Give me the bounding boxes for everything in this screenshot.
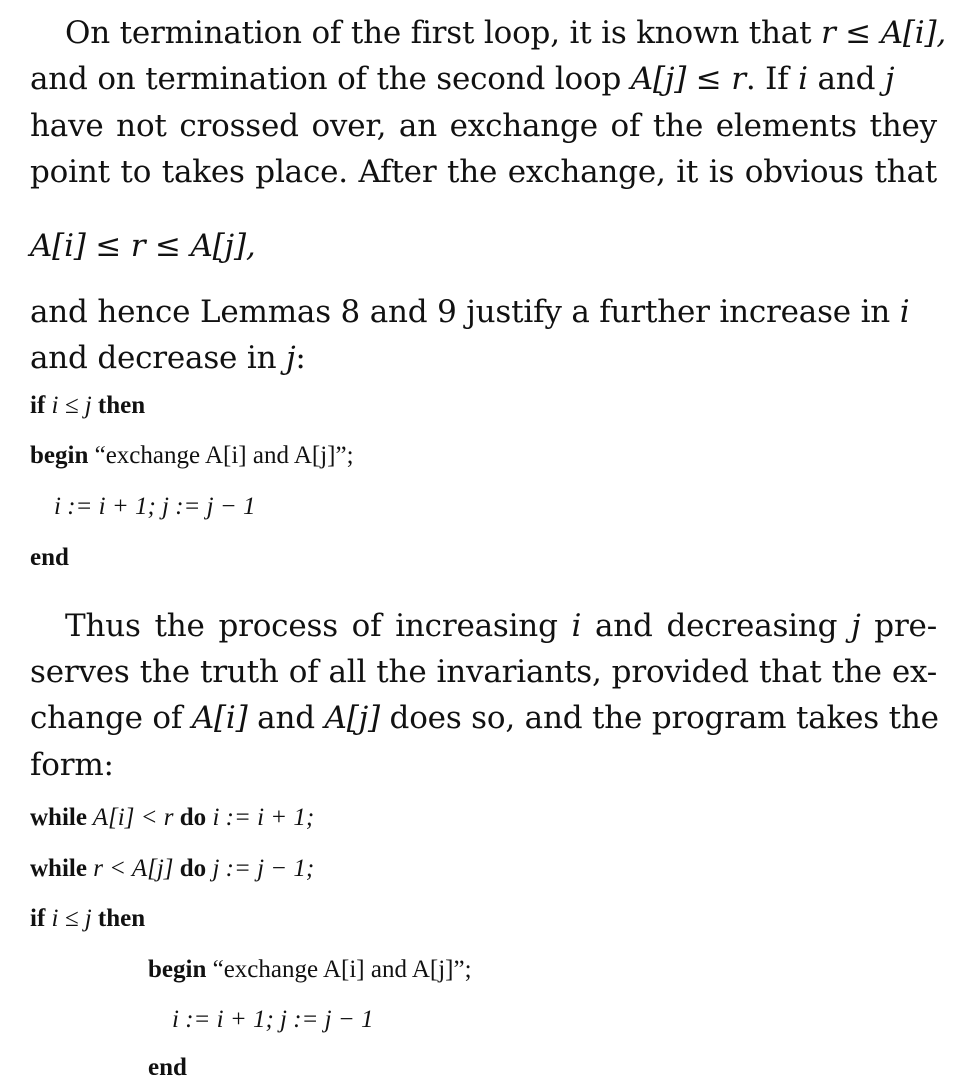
keyword-then: then bbox=[97, 905, 146, 932]
paragraph-1-line-3: have not crossed over, an exchange of the elements they bbox=[30, 108, 937, 144]
display-equation: A[i] ≤ r ≤ A[j], bbox=[30, 228, 256, 264]
code-2-while-2-line bbox=[30, 851, 314, 887]
paragraph-3-line-3 bbox=[30, 697, 937, 739]
math-inline: r ≤ A[i], bbox=[821, 15, 947, 51]
text: and hence Lemmas 8 and 9 justify a further increase in bbox=[30, 294, 900, 330]
code-2-while-1-line bbox=[30, 800, 314, 836]
keyword-while: while bbox=[30, 855, 87, 882]
keyword-do: do bbox=[179, 855, 207, 882]
text: change of bbox=[30, 700, 192, 736]
keyword-begin: begin bbox=[30, 442, 89, 469]
math-inline: i bbox=[571, 608, 582, 644]
text: On termination of the first loop, it is known that bbox=[65, 15, 821, 51]
code-1-begin-line bbox=[30, 438, 354, 474]
paragraph-1-line-2 bbox=[30, 58, 894, 100]
condition: i ≤ j bbox=[45, 392, 98, 419]
code-1-if-line bbox=[30, 388, 145, 424]
keyword-end: end bbox=[30, 544, 69, 571]
keyword-begin: begin bbox=[148, 956, 207, 983]
math-inline: A[i] bbox=[191, 700, 248, 736]
code-2-if-line bbox=[30, 901, 145, 937]
paragraph-2-line-2 bbox=[30, 337, 306, 379]
text: pre- bbox=[860, 608, 937, 644]
condition: r < A[j] bbox=[86, 855, 180, 882]
math-inline: j bbox=[286, 340, 296, 376]
keyword-then: then bbox=[97, 392, 146, 419]
statement: j := j − 1; bbox=[206, 855, 315, 882]
text: . If bbox=[745, 61, 799, 97]
code-2-begin-line bbox=[148, 952, 472, 988]
text: and bbox=[247, 700, 325, 736]
text: does so, and the program takes the bbox=[379, 700, 939, 736]
math-inline: A[j] bbox=[324, 700, 380, 736]
paragraph-3-line-4: form: bbox=[30, 747, 114, 783]
code-1-end-line bbox=[30, 540, 69, 576]
condition: A[i] < r bbox=[86, 804, 180, 831]
math-inline: i bbox=[899, 294, 910, 330]
code-2-end-line bbox=[148, 1050, 187, 1086]
paragraph-1-line-4: point to takes place. After the exchange, it is obvious that bbox=[30, 154, 937, 190]
statement: i := i + 1; bbox=[206, 804, 315, 831]
paragraph-3-line-1 bbox=[65, 605, 937, 647]
text: : bbox=[295, 340, 306, 376]
comment-text: “exchange A[i] and A[j]”; bbox=[206, 956, 472, 983]
paragraph-2-line-1 bbox=[30, 291, 937, 333]
keyword-do: do bbox=[179, 804, 207, 831]
math-inline: i bbox=[798, 61, 808, 97]
keyword-end: end bbox=[148, 1054, 187, 1081]
paragraph-1-line-1 bbox=[65, 12, 947, 54]
text: and decreasing bbox=[581, 608, 852, 644]
text: and on termination of the second loop bbox=[30, 61, 631, 97]
condition: i ≤ j bbox=[45, 905, 98, 932]
keyword-if: if bbox=[30, 392, 46, 419]
math-inline: j bbox=[884, 61, 895, 97]
code-1-assign-line: i := i + 1; j := j − 1 bbox=[54, 493, 256, 520]
keyword-if: if bbox=[30, 905, 46, 932]
paragraph-3-line-2: serves the truth of all the invariants, provided that the ex- bbox=[30, 654, 937, 690]
text: and decrease in bbox=[30, 340, 286, 376]
math-inline: j bbox=[851, 608, 861, 644]
text: and bbox=[807, 61, 885, 97]
text: Thus the process of increasing bbox=[65, 608, 572, 644]
math-inline: A[j] ≤ r bbox=[630, 61, 746, 97]
keyword-while: while bbox=[30, 804, 87, 831]
comment-text: “exchange A[i] and A[j]”; bbox=[88, 442, 354, 469]
code-2-assign-line: i := i + 1; j := j − 1 bbox=[172, 1006, 374, 1033]
